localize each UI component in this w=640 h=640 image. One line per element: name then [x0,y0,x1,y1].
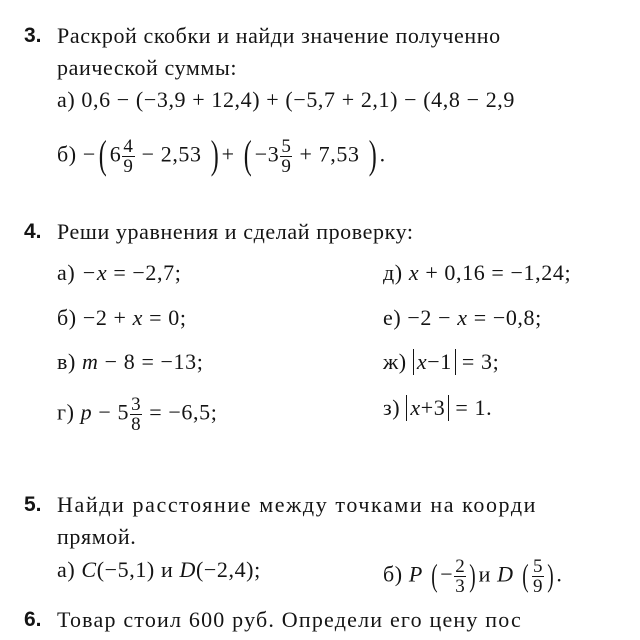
task-number: 4. [24,220,42,243]
equation-g [57,395,217,434]
task-title: Раскрой скобки и найди значение полученно [57,23,501,48]
item-label: д) [383,260,403,285]
equation-a [57,260,181,286]
denominator: 9 [123,156,134,177]
point-coord: (−2,4); [195,557,261,582]
whole: 6 [109,141,122,167]
equation-z [383,395,492,421]
variable: x [132,305,144,330]
fraction [454,557,466,596]
equation-d [383,260,571,286]
absolute-value [406,395,449,421]
paren-close: ) [368,131,377,177]
equation-e [383,305,542,331]
paren-close: ) [547,556,555,593]
numerator: 4 [123,136,134,157]
points-b [383,557,563,596]
equation-rest: = 1. [449,395,493,420]
task-title-cont: прямой. [57,524,137,549]
item-label: ж) [383,349,407,374]
point-name: D [497,561,514,587]
numerator: 5 [533,556,544,577]
numerator: 3 [131,394,142,415]
equation-rest: = 3; [455,349,500,374]
equation-rest: = −0,8; [467,305,542,330]
paren-open: ( [243,131,252,177]
whole: −3 [254,141,280,167]
expression: 0,6 − (−3,9 + 12,4) + (−5,7 + 2,1) − (4,8 − 2,9 [81,87,515,112]
fraction [532,557,544,596]
term: − 2,53 [141,141,202,167]
equation-v [57,349,203,375]
item-label: а) [57,87,76,112]
fraction [122,137,134,176]
point-name: D [179,557,196,582]
equation-zh [383,349,499,375]
period: . [556,561,563,587]
task-number: 3. [24,24,42,47]
item-label: в) [57,349,76,374]
paren-open: ( [522,556,529,593]
task-item-a [57,87,515,113]
variable: p [80,399,93,425]
variable: x [410,395,421,420]
equation-rest: = −2,7; [107,260,182,285]
equation-pre: −2 − [407,305,458,330]
equation-rest: = −6,5; [143,399,218,425]
task-title: Реши уравнения и сделай проверку: [57,219,414,244]
variable: x [416,349,428,374]
equation-pre: −2 + [82,305,133,330]
variable: −x [81,260,108,285]
abs-inner: −1 [427,349,452,374]
conjunction: и [154,557,180,582]
item-label: б) [383,561,403,587]
equation-b [57,305,187,331]
denominator: 8 [131,414,142,435]
item-label: б) [57,141,77,167]
item-label: б) [57,305,77,330]
term: + 7,53 [299,141,360,167]
numerator: 2 [455,556,466,577]
point-coord: (−5,1) [96,557,155,582]
variable: x [408,260,420,285]
numerator: 5 [281,136,292,157]
period: . [379,141,386,167]
point-name: P [408,561,423,587]
item-label: е) [383,305,402,330]
task-number: 5. [24,493,42,516]
denominator: 9 [281,156,292,177]
plus-sign: + [221,141,235,167]
item-label: з) [383,395,401,420]
point-name: C [81,557,97,582]
paren-close: ) [210,131,219,177]
task-number: 6. [24,608,42,631]
absolute-value [413,349,456,375]
item-label: г) [57,399,75,425]
denominator: 9 [533,576,544,597]
task-title-cont: раической суммы: [57,55,238,80]
paren-open: ( [431,556,439,593]
item-label: а) [57,557,76,582]
equation-rest: + 0,16 = −1,24; [419,260,572,285]
task-title: Найди расстояние между точками на коорди [57,492,538,517]
task-title: Товар стоил 600 руб. Определи его цену пос [57,607,522,632]
conjunction: и [478,561,492,587]
paren-close: ) [469,556,477,593]
item-label: а) [57,260,76,285]
paren-open: ( [98,131,107,177]
equation-pre: − 5 [92,399,130,425]
minus-sign: − [440,561,454,587]
minus-sign: − [82,141,96,167]
equation-rest: − 8 = −13; [98,349,204,374]
points-a [57,557,261,583]
task-item-b [57,131,386,177]
fraction [130,395,142,434]
variable: x [457,305,468,330]
denominator: 3 [455,576,466,597]
equation-rest: = 0; [143,305,187,330]
variable: m [82,349,99,374]
abs-inner: +3 [420,395,446,420]
fraction [280,137,292,176]
